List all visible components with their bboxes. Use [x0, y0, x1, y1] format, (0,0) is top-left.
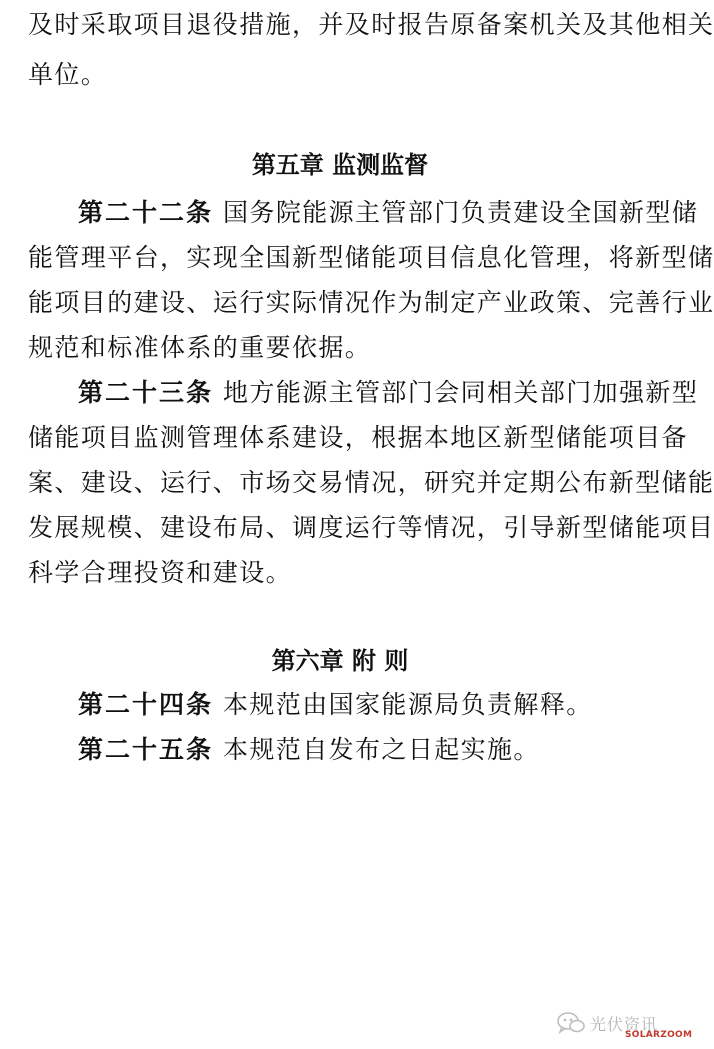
article-23-text-start: 地方能源主管部门会同相关部门加强新型: [223, 378, 699, 407]
article-22-first-line: [78, 198, 698, 228]
chapter-5-title: 第五章 监测监督: [251, 151, 429, 179]
article-25-line: [78, 735, 540, 765]
article-23-line-2: 储能项目监测管理体系建设，根据本地区新型储能项目备: [28, 423, 689, 452]
article-22-line-2: 能管理平台，实现全国新型储能项目信息化管理，将新型储: [28, 243, 714, 272]
article-23-line-3: 案、建设、运行、市场交易情况，研究并定期公布新型储能: [28, 468, 714, 497]
article-22-line-3: 能项目的建设、运行实际情况作为制定产业政策、完善行业: [28, 288, 714, 317]
article-23-line-5: 科学合理投资和建设。: [28, 558, 293, 587]
article-24-label: 第二十四条: [78, 690, 214, 719]
continuation-line-1: 及时采取项目退役措施，并及时报告原备案机关及其他相关: [28, 10, 714, 39]
watermark-subtext: SOLARZOOM: [625, 1030, 693, 1040]
article-24-text: 本规范由国家能源局负责解释。: [223, 690, 593, 719]
article-24-line: [78, 690, 593, 720]
article-22-line-4: 规范和标准体系的重要依据。: [28, 333, 372, 362]
article-25-label: 第二十五条: [78, 735, 214, 764]
article-22-text-start: 国务院能源主管部门负责建设全国新型储: [223, 198, 699, 227]
chapter-6-title: 第六章 附 则: [271, 647, 409, 675]
article-23-line-4: 发展规模、建设布局、调度运行等情况，引导新型储能项目: [28, 513, 714, 542]
continuation-line-2: 单位。: [28, 60, 108, 89]
article-23-label: 第二十三条: [78, 378, 214, 407]
wechat-icon: [556, 1010, 586, 1036]
article-23-first-line: [78, 378, 698, 408]
article-25-text: 本规范自发布之日起实施。: [223, 735, 540, 764]
watermark-text: 光伏资讯: [590, 1014, 659, 1034]
article-22-label: 第二十二条: [78, 198, 214, 227]
